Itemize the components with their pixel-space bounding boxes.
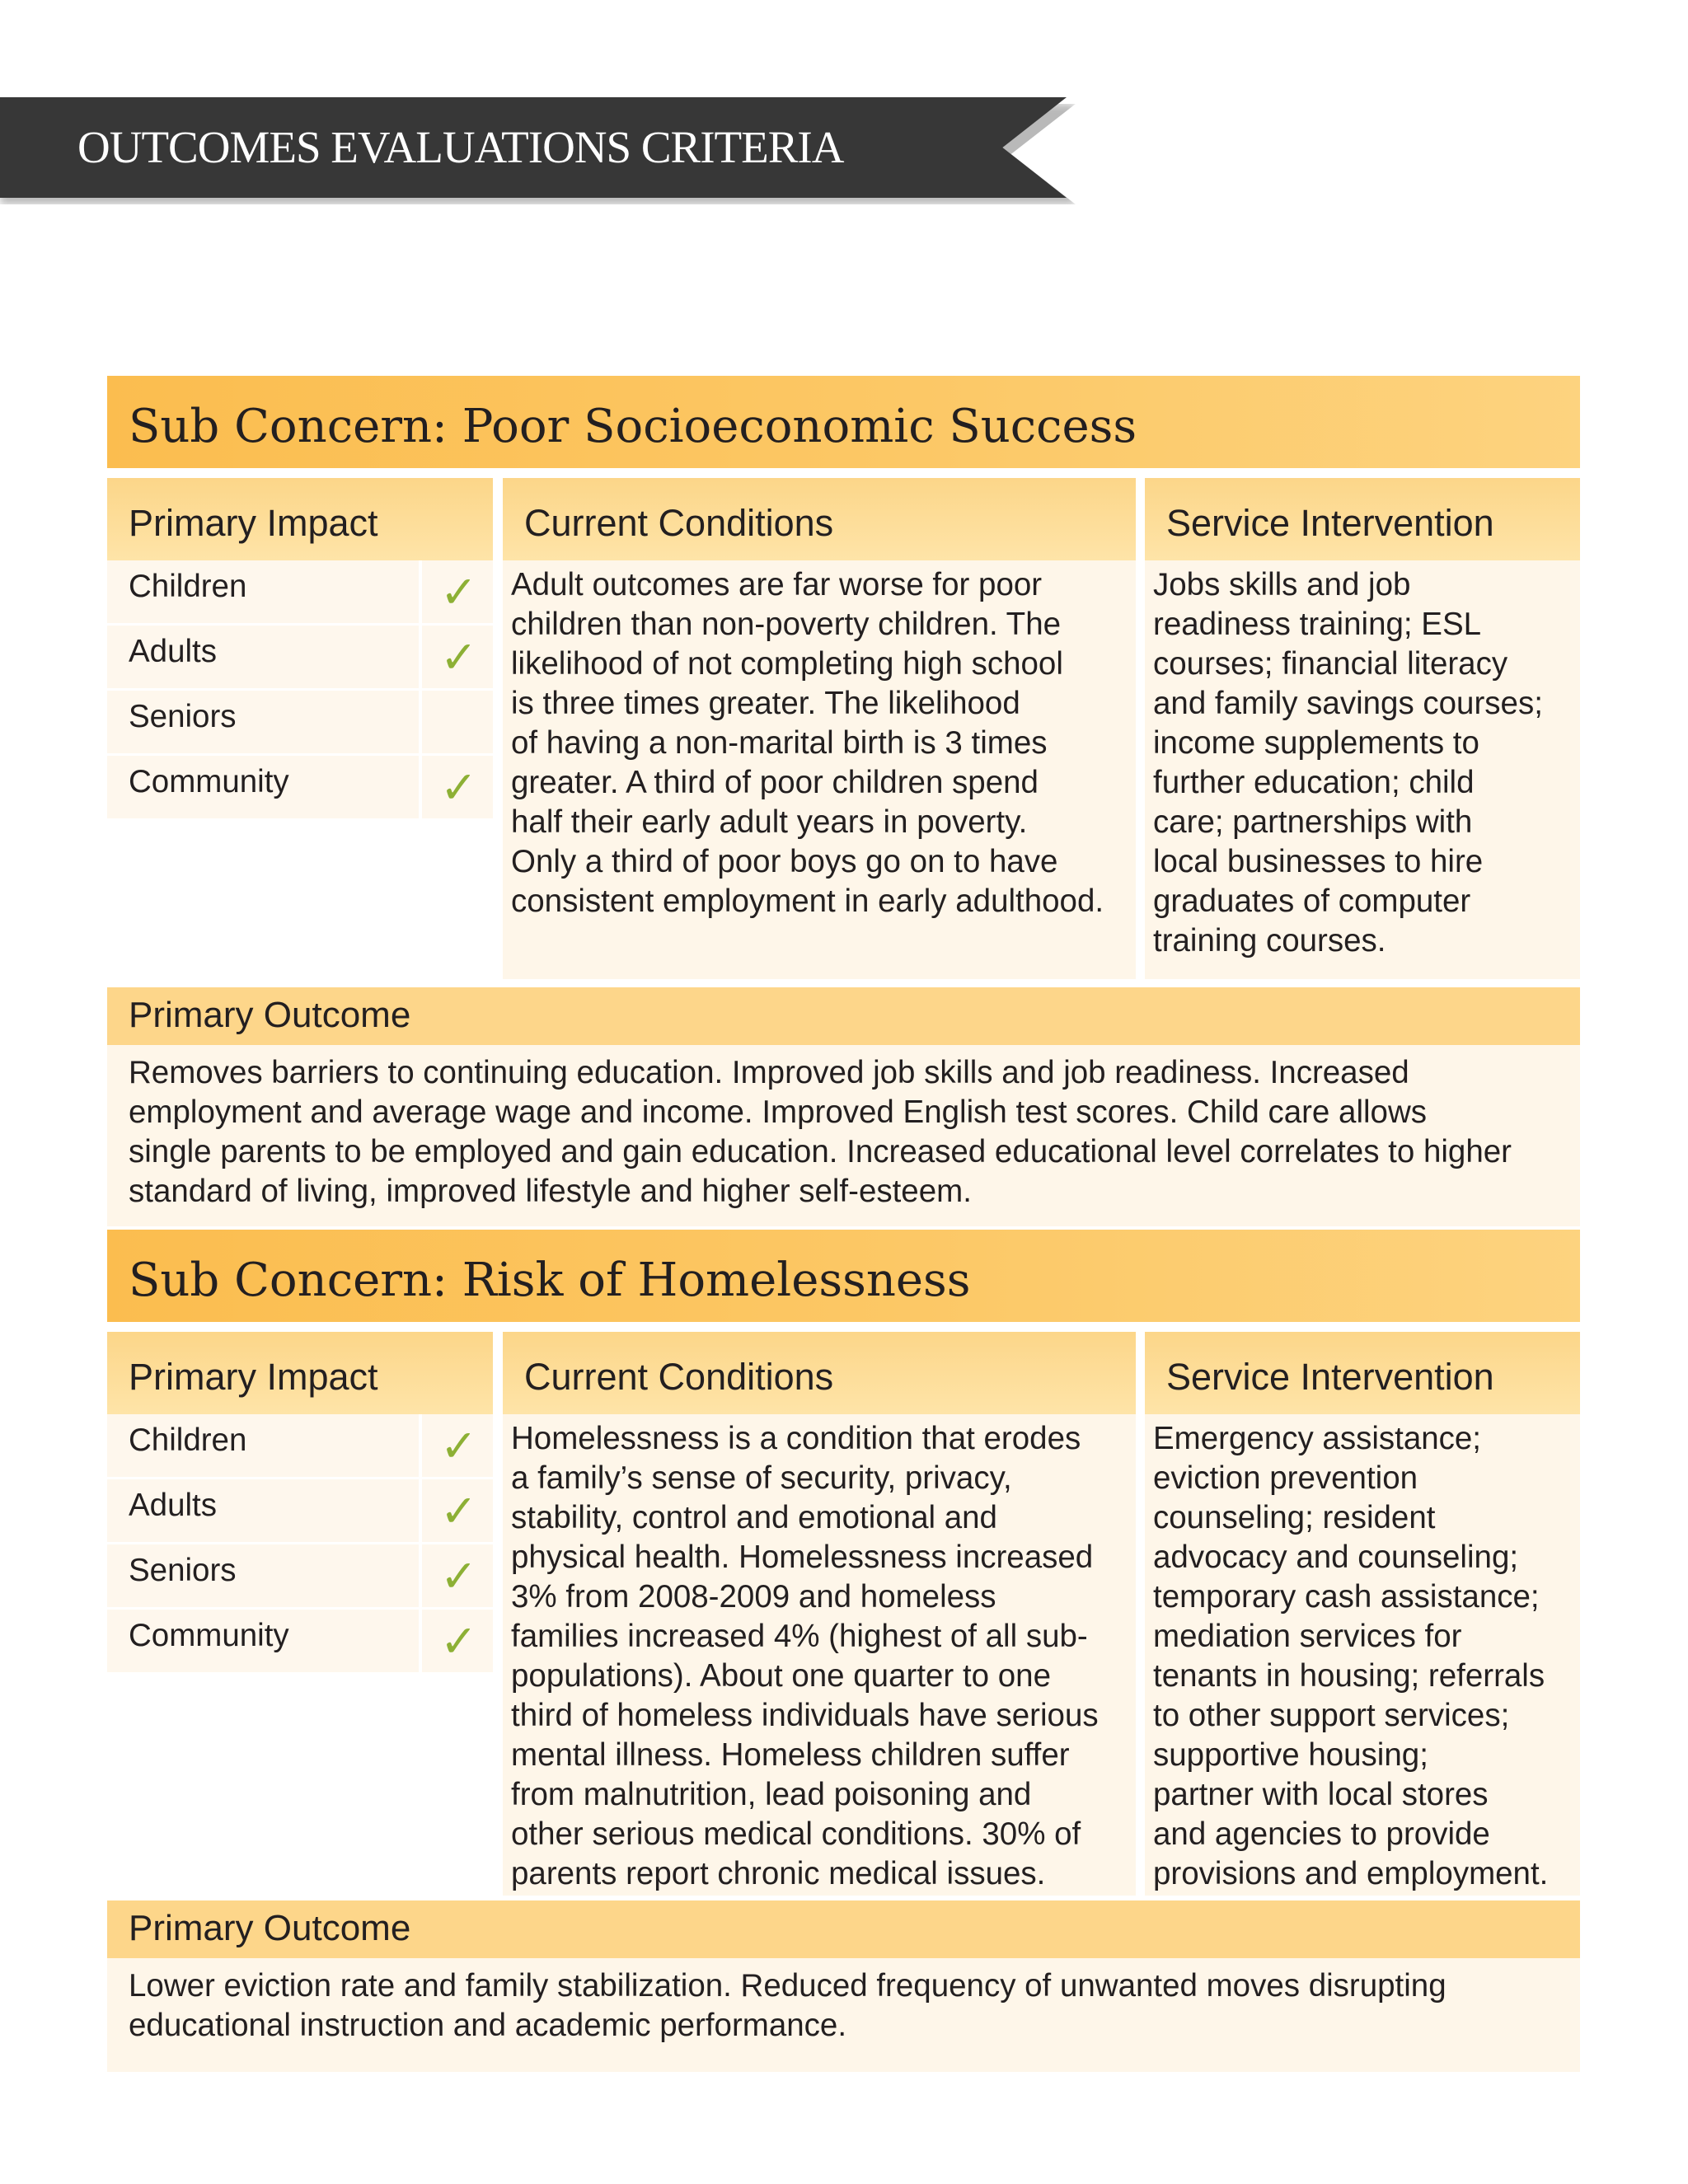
sub-concern-title: Sub Concern: Poor Socioeconomic Success [129,400,1137,453]
checkmark-icon: ✓ [440,1420,478,1472]
service-intervention-cell [1145,1414,1580,1896]
impact-row-community [107,1610,493,1672]
current-conditions-text: Adult outcomes are far worse for poor children than non-poverty children. The likelihood of not completing high school is three times greater. The likelihood of having a non-marital birth is 3 times greater. A third of poor children spend half their early adult years in poverty. Only a third of poor boys go on to have consistent employment in early adulthood. [511,567,1104,919]
impact-row-children [107,1414,493,1477]
primary-impact-header [107,478,493,560]
primary-impact-heading: Primary Impact [129,502,378,544]
checkmark-icon: ✓ [440,631,478,683]
impact-label: Community [129,764,289,799]
impact-label: Children [129,569,247,604]
checkmark-icon: ✓ [440,1615,478,1667]
service-intervention-cell [1145,560,1580,979]
service-intervention-text: Jobs skills and job readiness training; ESL courses; financial literacy and family savings courses; income supplements to further education; child care; partnerships with local businesses to hire graduates of computer training courses. [1153,567,1543,958]
impact-check-cell [419,1414,496,1477]
impact-label: Children [129,1422,247,1458]
checkmark-icon: ✓ [440,762,478,813]
impact-label: Seniors [129,699,237,734]
impact-row-seniors [107,1544,493,1607]
impact-check-cell [419,1610,496,1672]
impact-check-cell [419,1479,496,1542]
impact-label: Adults [129,1488,218,1523]
current-conditions-heading: Current Conditions [524,502,834,544]
checkmark-icon: ✓ [440,1485,478,1537]
checkmark-icon: ✓ [440,1550,478,1602]
sub-concern-title: Sub Concern: Risk of Homelessness [129,1254,971,1307]
sub-concern-header [107,376,1580,468]
impact-check-cell [419,560,496,623]
current-conditions-heading: Current Conditions [524,1356,834,1398]
impact-row-seniors [107,691,493,753]
primary-impact-header [107,1332,493,1414]
primary-outcome-heading: Primary Outcome [129,995,411,1035]
primary-outcome-text: Removes barriers to continuing education. Improved job skills and job readiness. Increased employment and average wage and income. Improved English test scores. Child care allows single parents to be employed and gain education. Increased educational level correlates to higher standard of living, improved lifestyle and higher self-esteem. [129,1055,1512,1209]
service-intervention-header [1145,478,1580,560]
primary-impact-heading: Primary Impact [129,1356,378,1398]
checkmark-icon: ✓ [440,566,478,618]
sub-concern-header [107,1230,1580,1322]
impact-label: Adults [129,634,218,669]
current-conditions-header [503,478,1136,560]
service-intervention-text: Emergency assistance; eviction prevention counseling; resident advocacy and counseling; temporary cash assistance; mediation services for tenants in housing; referrals to other support services; supportive housing; partner with local stores and agencies to provide provisions and employment. [1153,1421,1549,1891]
service-intervention-heading: Service Intervention [1166,502,1494,544]
impact-label: Seniors [129,1553,237,1588]
primary-outcome-header [107,987,1580,1045]
primary-outcome-heading: Primary Outcome [129,1908,411,1948]
service-intervention-heading: Service Intervention [1166,1356,1494,1398]
service-intervention-header [1145,1332,1580,1414]
current-conditions-text: Homelessness is a condition that erodes a family’s sense of security, privacy, stability, control and emotional and physical health. Homelessness increased 3% from 2008-2009 and homeless families increased 4% (highest of all sub- populations). About one quarter to one third of homeless individuals have serious mental illness. Homeless children suffer from malnutrition, lead poisoning and other serious medical conditions. 30% of parents report chronic medical issues. [511,1421,1099,1891]
impact-check-cell [419,1544,496,1607]
current-conditions-cell [503,560,1136,979]
primary-outcome-text: Lower eviction rate and family stabilization. Reduced frequency of unwanted moves disrupting educational instruction and academic performance. [129,1968,1447,2043]
primary-outcome-cell [107,1045,1580,1226]
primary-outcome-cell [107,1958,1580,2072]
impact-check-cell [419,626,496,688]
current-conditions-header [503,1332,1136,1414]
page-title: OUTCOMES EVALUATIONS CRITERIA [77,122,844,172]
current-conditions-cell [503,1414,1136,1896]
primary-outcome-header [107,1900,1580,1958]
impact-row-community [107,756,493,818]
impact-check-cell [419,756,496,818]
impact-row-adults [107,1479,493,1542]
impact-label: Community [129,1618,289,1653]
impact-row-adults [107,626,493,688]
impact-row-children [107,560,493,623]
impact-check-cell [419,691,496,753]
